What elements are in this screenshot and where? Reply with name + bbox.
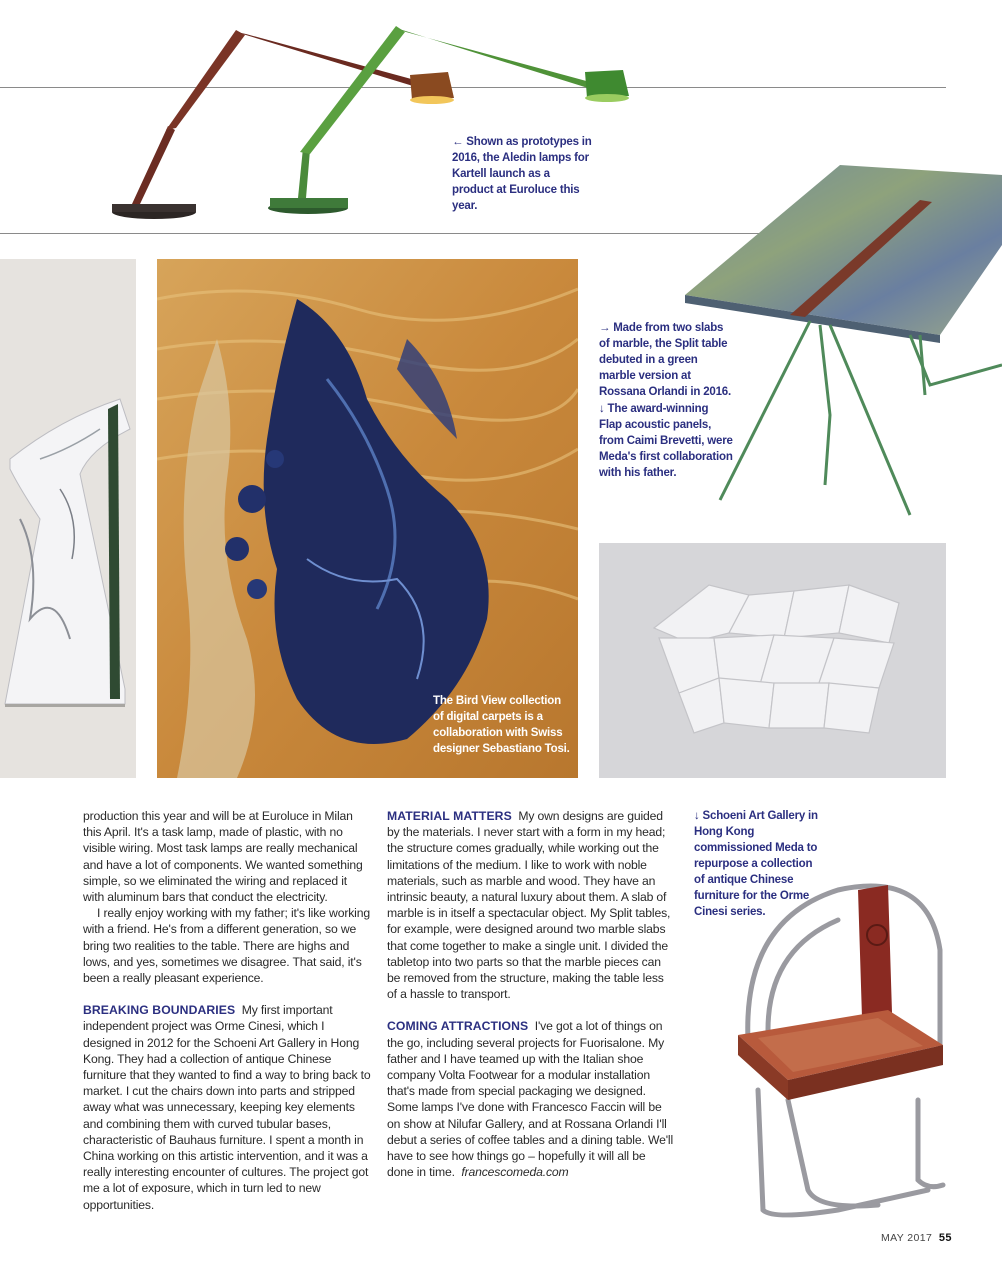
- website-link[interactable]: francescomeda.com: [461, 1165, 569, 1180]
- heading-breaking-boundaries: BREAKING BOUNDARIES: [83, 1003, 236, 1018]
- folio-issue: MAY 2017: [881, 1232, 933, 1244]
- col1-paragraph-2: I really enjoy working with my father; it's like working with a friend. He's from a different generation, so we bring two realities to the table. There are highs and lows, and yes, sometimes we disagree. That said, it's been a really pleasant experience.: [83, 906, 370, 986]
- folio-page-number: 55: [938, 1232, 952, 1244]
- caption-bird-view: The Bird View collection of digital carpets is a collaboration with Swiss designer Sebastiano Tosi.: [433, 695, 570, 755]
- caption-aledin: ← Shown as prototypes in 2016, the Aledin lamps for Kartell launch as a product at Euroluce this year.: [452, 136, 592, 212]
- caption-flap: ↓ The award-winning Flap acoustic panels, from Caimi Brevetti, were Meda's first collaboration with his father.: [599, 403, 733, 479]
- col1-paragraph-1: production this year and will be at Euroluce in Milan this April. It's a task lamp, made of plastic, with no visible wiring. Most task lamps are really mechanical and have a lot of components. We wanted something simple, so we eliminated the wiring and replaced it with aluminum bars that conduct the electricity.: [83, 809, 363, 905]
- col1-paragraph-3: [83, 1002, 371, 1213]
- orme-marble-object-image: [0, 259, 136, 778]
- article-column-1: [83, 808, 371, 1213]
- caption-orme-cinesi: ↓ Schoeni Art Gallery in Hong Kong commissioned Meda to repurpose a collection of antique Chinese furniture for the Orme Cinesi series.: [694, 810, 818, 918]
- flap-panels-image: [599, 543, 946, 778]
- col2-paragraph-2-text: I've got a lot of things on the go, including several projects for Fuorisalone. My father and I have teamed up with the Italian shoe company Volta Footwear for a modular installation that's made from special packaging we designed. Some lamps I've done with Francesco Faccin will be on show at Nilufar Gallery, and at Rossana Orlandi I'll debut a series of coffee tables and a dining table. We'll have to see how things go – hopefully it will all be done in time.: [387, 1019, 674, 1180]
- article-column-2: [387, 808, 674, 1180]
- col2-paragraph-2: [387, 1018, 674, 1180]
- heading-coming-attractions: COMING ATTRACTIONS: [387, 1019, 529, 1034]
- orme-cinesi-chair-image: [728, 860, 950, 1225]
- col1-paragraph-3-text: My first important independent project was Orme Cinesi, which I designed in 2012 for the Schoeni Art Gallery in Hong Kong. They had a collection of antique Chinese furniture that they wanted to find a way to bring back to market. I cut the chairs down into parts and stripped away what was unnecessary, keeping key elements and combining them with curved tubular bases, characteristic of Bauhaus furniture. I spent a month in China working on this artistic intervention, and it was a really interesting encounter of cultures. The project got me a lot of exposure, which in turn led to new opportunities.: [83, 1003, 371, 1212]
- page-folio: [881, 1232, 952, 1244]
- col2-paragraph-1-text: My own designs are guided by the materials. I never start with a form in my head; the structure comes gradually, while working out the limitations of the medium. I like to work with noble materials, such as marble and wood. They have an intrinsic beauty, a natural luxury about them. A slab of marble is in itself a spectacular object. My Split tables, for example, were designed around two marble slabs that come together to make a single unit. I divided the tabletop into two parts so that the marble pieces can be removed from the structure, making the table less of a hassle to transport.: [387, 809, 671, 1002]
- col2-paragraph-1: [387, 808, 674, 1002]
- heading-material-matters: MATERIAL MATTERS: [387, 809, 512, 823]
- caption-split-table: → Made from two slabs of marble, the Split table debuted in a green marble version at Rossana Orlandi in 2016.: [599, 322, 731, 398]
